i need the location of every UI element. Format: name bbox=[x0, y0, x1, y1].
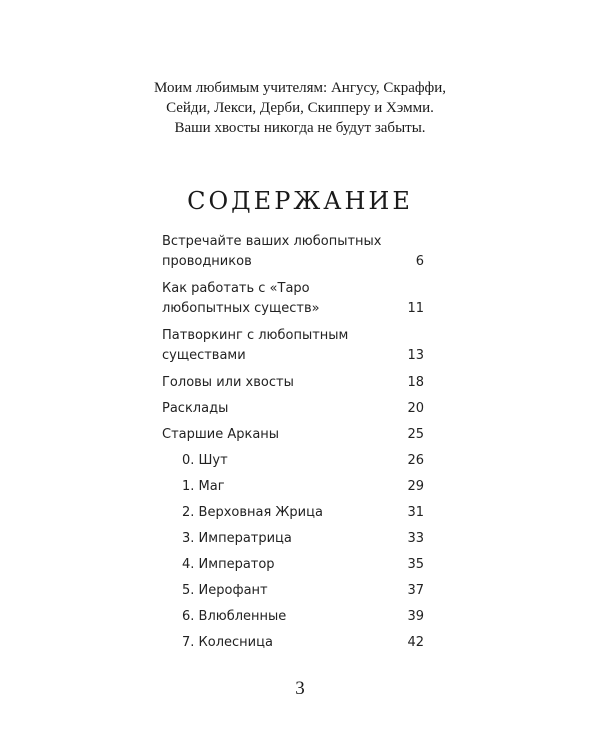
toc-entry-page: 33 bbox=[407, 531, 424, 546]
toc-entry-title: 0. Шут bbox=[182, 453, 228, 468]
toc-entry-title: Старшие Арканы bbox=[162, 427, 280, 442]
toc-entry-page: 25 bbox=[407, 427, 424, 442]
toc-entry-page: 39 bbox=[407, 609, 424, 624]
toc-entry-title: 7. Колесница bbox=[182, 635, 273, 650]
dedication-line: Ваши хвосты никогда не будут забыты. bbox=[174, 120, 426, 136]
toc-entry-title: 5. Иерофант bbox=[182, 583, 268, 598]
toc-entry-title: 3. Императрица bbox=[182, 531, 292, 546]
toc-entry-title: 1. Маг bbox=[182, 479, 225, 494]
toc-entry[interactable] bbox=[162, 633, 424, 653]
toc-entry-title: Как работать с «Таро любопытных существ» bbox=[162, 281, 320, 316]
toc-entry[interactable] bbox=[162, 607, 424, 627]
toc-entry-page: 13 bbox=[407, 348, 424, 363]
toc-entry[interactable] bbox=[162, 279, 424, 319]
toc-title: СОДЕРЖАНИЕ bbox=[187, 187, 413, 215]
toc-entry-title: 2. Верховная Жрица bbox=[182, 505, 323, 520]
page-number: 3 bbox=[295, 678, 305, 699]
toc-entry-page: 26 bbox=[407, 453, 424, 468]
toc-entry-page: 18 bbox=[407, 375, 424, 390]
toc-entry[interactable] bbox=[162, 425, 424, 445]
dedication bbox=[0, 78, 600, 138]
dedication-line: Сейди, Лекси, Дерби, Скипперу и Хэмми. bbox=[166, 100, 434, 116]
table-of-contents bbox=[162, 232, 424, 659]
toc-entry-title: 6. Влюбленные bbox=[182, 609, 287, 624]
toc-entry[interactable] bbox=[162, 503, 424, 523]
toc-entry-page: 20 bbox=[407, 401, 424, 416]
toc-entry[interactable] bbox=[162, 555, 424, 575]
toc-entry-title: Головы или хвосты bbox=[162, 375, 294, 390]
toc-entry[interactable] bbox=[162, 326, 424, 366]
toc-entry-page: 11 bbox=[407, 301, 424, 316]
toc-entry-page: 29 bbox=[407, 479, 424, 494]
toc-entry[interactable] bbox=[162, 399, 424, 419]
toc-entry-page: 37 bbox=[407, 583, 424, 598]
toc-entry[interactable] bbox=[162, 477, 424, 497]
toc-entry-title: Патворкинг с любопытным существами bbox=[162, 328, 349, 363]
toc-entry-page: 6 bbox=[415, 254, 424, 269]
toc-entry-title: Расклады bbox=[162, 401, 229, 416]
toc-entry[interactable] bbox=[162, 232, 424, 272]
toc-entry-page: 31 bbox=[407, 505, 424, 520]
toc-entry-title: 4. Император bbox=[182, 557, 275, 572]
toc-entry-page: 42 bbox=[407, 635, 424, 650]
toc-entry-page: 35 bbox=[407, 557, 424, 572]
toc-entry[interactable] bbox=[162, 529, 424, 549]
toc-entry[interactable] bbox=[162, 451, 424, 471]
toc-entry-title: Встречайте ваших любопытных проводников bbox=[162, 234, 382, 269]
toc-entry[interactable] bbox=[162, 373, 424, 393]
toc-entry[interactable] bbox=[162, 581, 424, 601]
dedication-line: Моим любимым учителям: Ангусу, Скраффи, bbox=[153, 80, 447, 96]
